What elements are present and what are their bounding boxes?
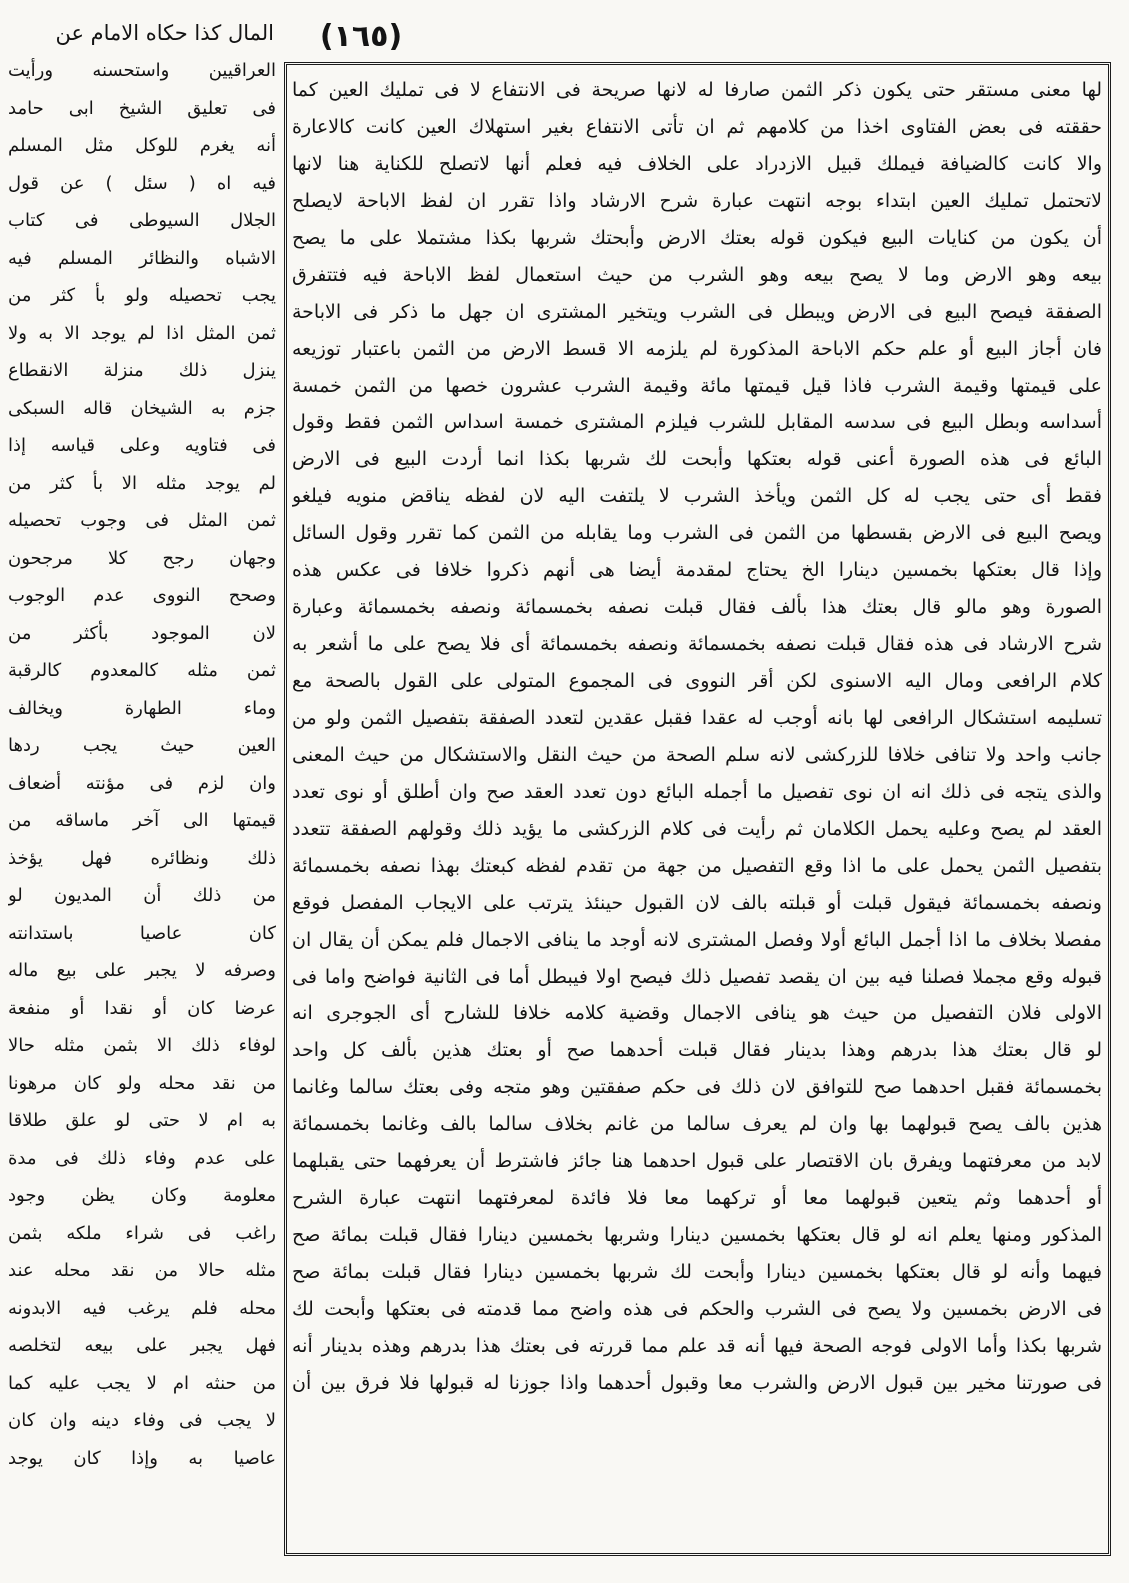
main-text-line: مفصلا بخلاف ما اذا أجمل البائع أولا وفصل المشترى لانه أوجد ما ينافى الاجمال فلم يمكن أن يقال ان bbox=[292, 928, 1102, 951]
main-text-line: لو قال بعتك هذا بدرهم وهذا بدينار فقال قبلت أحدهما صح أو بعتك هذين بألف كل واحد bbox=[292, 1039, 1102, 1062]
main-text-line: فى صورتنا مخير بين قبول الارض والشرب معا وقبول أحدهما واذا جوزنا له قبولها فلا فرق بين أن bbox=[292, 1371, 1102, 1394]
gloss-line: وصرفه لا يجبر على بيع ماله bbox=[8, 960, 276, 981]
gloss-line: عرضا كان أو نقدا أو منفعة bbox=[8, 997, 276, 1019]
page-number: (١٦٥) bbox=[319, 19, 403, 54]
gloss-line: العراقيين واستحسنه ورأيت bbox=[8, 60, 276, 81]
gloss-line: من نقد محله ولو كان مرهونا bbox=[8, 1072, 276, 1094]
gloss-line: يجب تحصيله ولو بأ كثر من bbox=[8, 285, 276, 306]
gloss-line: فى تعليق الشيخ ابى حامد bbox=[8, 97, 276, 119]
gloss-line: قيمتها الى آخر ماساقه من bbox=[8, 810, 276, 831]
main-text-line: تسليمه استشكال الرافعى لها بانه أوجب له عقدا فقبل عقدين لتعدد الصفقة بتفصيل الثمن ولو من bbox=[292, 706, 1102, 729]
gloss-line: لان الموجود بأكثر من bbox=[8, 622, 276, 644]
gloss-line: من حنثه ام لا يجب عليه كما bbox=[8, 1372, 276, 1394]
gloss-line: وجهان رجح كلا مرجحون bbox=[8, 547, 276, 569]
main-text-line: العقد لم يصح وعليه يحمل الكلامان ثم رأيت فى كلام الزركشى ما يؤيد ذلك وقولهم الصفقة تتعدد bbox=[292, 817, 1102, 840]
gloss-line: ذلك ونظائره فهل يؤخذ bbox=[8, 847, 276, 869]
main-text-line: جانب واحد ولا تنافى خلافا للزركشى لانه سلم الصحة من حيث النقل والاستشكال من حيث المعنى bbox=[292, 743, 1102, 766]
gloss-line: لا يجب فى وفاء دينه وان كان bbox=[8, 1410, 276, 1431]
main-text-line: الصفقة فيصح البيع فى الارض ويبطل فى الشرب ويتخير المشترى ان جهل ما ذكر فى الاباحة bbox=[292, 300, 1102, 323]
gloss-line: من ذلك أن المديون لو bbox=[8, 885, 276, 906]
main-text-line: والا كانت كالضيافة فيملك قبيل الازدراد على الخلاف فيه فعلم أنها لاتصلح للكناية هنا لانها bbox=[292, 152, 1102, 175]
main-text-line: هذين بالف يصح قبولهما بها وان لم يعرف سالما من غانم بخلاف سالما بالف وغانما بخمسمائة bbox=[292, 1113, 1102, 1136]
main-text-line: قبوله وقع مجملا فصلنا فيه بين ان يقصد تفصيل ذلك فيصح اولا فيبطل أما فى الثانية فواضح واما فى bbox=[292, 965, 1102, 988]
main-text-line: بتفصيل الثمن يحمل على ما اذا وقع التفصيل من جهة من تقدم لفظه كبعتك بهذا نصفه بخمسمائة bbox=[292, 854, 1102, 877]
gloss-line: وان لزم فى مؤنته أضعاف bbox=[8, 772, 276, 794]
main-text-line: كلام الرافعى ومال اليه الاسنوى لكن أقر النووى فى المجموع المتولى على القول بالصحة مع bbox=[292, 670, 1102, 692]
main-text-line: الصورة وهو مالو قال بعتك هذا بألف فقال قبلت نصفه بخمسمائة ونصفه بخمسمائة وعبارة bbox=[292, 596, 1102, 619]
gloss-line: فهل يجبر على بيعه لتخلصه bbox=[8, 1335, 276, 1356]
gloss-line: وصحح النووى عدم الوجوب bbox=[8, 585, 276, 606]
main-text-line: فقط أى حتى يجب له كل الثمن ويأخذ الشرب لا يلتفت اليه لان لفظه يناقض منويه فيلغو bbox=[292, 485, 1102, 508]
main-text-line: والذى يتجه فى ذلك انه ان نوى تفصيل ما أجمله البائع دون تعدد العقد صح وان أطلق أو نوى تعدد bbox=[292, 780, 1102, 803]
main-text-line: ونصفه بخمسمائة فيقول قبلت أو قبلته بالف لان القبول حينئذ يترتب على الايجاب المفصل فوقع bbox=[292, 891, 1102, 914]
gloss-line: أنه يغرم للوكل مثل المسلم bbox=[8, 135, 276, 156]
gloss-line: به ام لا حتى لو علق طلاقا bbox=[8, 1110, 276, 1131]
main-text-line: على قيمتها وقيمة الشرب فاذا قيل قيمتها مائة وقيمة الشرب عشرون خصها من الثمن خمسة bbox=[292, 374, 1102, 397]
gloss-line: ثمن المثل اذا لم يوجد الا به ولا bbox=[8, 322, 276, 344]
main-text-block bbox=[292, 72, 1102, 1550]
gloss-line: ثمن مثله كالمعدوم كالرقبة bbox=[8, 660, 276, 681]
main-text-line: الاولى فلان التفصيل من حيث هو ينافى الاجمال وقضية كلامه خلافا للشارح أى الجوجرى انه bbox=[292, 1002, 1102, 1025]
gloss-line: لوفاء ذلك الا بثمن مثله حالا bbox=[8, 1035, 276, 1056]
main-text-line: حققته فى بعض الفتاوى اخذا من كلامهم ثم ان تأتى الانتفاع بغير استهلاك العين كانت كالاعارة bbox=[292, 115, 1102, 138]
main-text-line: فان أجاز البيع أو علم حكم الاباحة المذكورة لم يلزمه الا قسط الارض من الثمن باعتبار توزيعه bbox=[292, 337, 1102, 360]
gloss-line: معلومة وكان يظن وجود bbox=[8, 1185, 276, 1206]
gloss-line: الجلال السيوطى فى كتاب bbox=[8, 210, 276, 231]
main-text-line: أو أحدهما وثم يتعين قبولهما معا أو تركهما معا فلا فائدة لمعرفتهما انتهت عبارة الشرح bbox=[292, 1187, 1102, 1210]
main-text-line: أسداسه وبطل البيع فى سدسه المقابل للشرب فيلزم المشترى خمسة اسداس الثمن فقط وقول bbox=[292, 411, 1102, 434]
gloss-line: فى فتاويه وعلى قياسه إذا bbox=[8, 435, 276, 456]
main-text-line: ويصح البيع فى الارض بقسطها من الثمن فى الشرب وما يقابله من الثمن كما تقرر وقول السائل bbox=[292, 522, 1102, 545]
main-text-line: أن يكون من كنايات البيع فيكون قوله بعتك الارض وأبحتك شربها بكذا مشتملا على ما يصح bbox=[292, 226, 1102, 249]
gloss-line: على عدم وفاء ذلك فى مدة bbox=[8, 1147, 276, 1169]
gloss-line: الاشباه والنظائر المسلم فيه bbox=[8, 247, 276, 269]
marginal-gloss-heading: المال كذا حكاه الامام عن bbox=[55, 21, 274, 45]
main-text-line: فى الارض بخمسين ولا يصح فى الشرب والحكم فى هذه واضح مما قدمته فى بعتكها وأبحت لك bbox=[292, 1297, 1102, 1320]
main-text-line: لابد من معرفتهما ويفرق بان الاقتصار على قبول احدهما هنا جائز فاشترط أن يعرفهما حتى يقبلهما bbox=[292, 1150, 1102, 1173]
main-text-line: شرح الارشاد فى هذه فقال قبلت نصفه بخمسمائة ونصفه بخمسمائة أى فلا يصح على ما أشعر به bbox=[292, 633, 1102, 656]
main-text-line: لها معنى مستقر حتى يكون ذكر الثمن صارفا له لانها صريحة فى الانتفاع لا فى تمليك العين كما bbox=[292, 79, 1102, 101]
main-text-line: وإذا قال بعتكها بخمسين دينارا الخ يحتاج لمقدمة أيضا هى أنهم ذكروا خلافا فى عكس هذه bbox=[292, 559, 1102, 582]
gloss-line: لم يوجد مثله الا بأ كثر من bbox=[8, 472, 276, 494]
gloss-line: وماء الطهارة ويخالف bbox=[8, 697, 276, 719]
main-text-line: بخمسمائة فقبل احدهما صح للتوافق لان ذلك فى حكم صفقتين وهو متجه وفى بعتك سالما وغانما bbox=[292, 1076, 1102, 1099]
main-text-line: البائع فى هذه الصورة أعنى قوله بعتكها وأبحت لك شربها بكذا انما أردت البيع فى الارض bbox=[292, 448, 1102, 471]
gloss-line: فيه اه ( سئل ) عن قول bbox=[8, 172, 276, 194]
main-text-line: لاتحتمل تمليك العين ابتداء بوجه انتهت عبارة شرح الارشاد واذا تقرر ان لفظ الاباحة لايصلح bbox=[292, 189, 1102, 212]
marginal-gloss-column bbox=[8, 52, 276, 1552]
gloss-line: العين حيث يجب ردها bbox=[8, 735, 276, 756]
gloss-line: جزم به الشيخان قاله السبكى bbox=[8, 397, 276, 419]
gloss-line: مثله حالا من نقد محله عند bbox=[8, 1260, 276, 1281]
gloss-line: راغب فى شراء ملكه بثمن bbox=[8, 1222, 276, 1244]
main-text-line: فيهما وأنه لو قال بعتكها بخمسين دينارا وأبحت لك شربها بخمسين دينارا فقال قبلت بمائة صح bbox=[292, 1261, 1102, 1283]
main-text-line: شربها بكذا وأما الاولى فوجه الصحة فيها أنه قد علم مما قررته فى بعتك هذا بدرهم وهذه بدينار أنه bbox=[292, 1334, 1102, 1357]
gloss-line: ثمن المثل فى وجوب تحصيله bbox=[8, 510, 276, 531]
gloss-line: عاصيا به وإذا كان يوجد bbox=[8, 1447, 276, 1469]
main-text-line: بيعه وهو الارض وما لا يصح بيعه وهو الشرب من حيث استعمال لفظ الاباحة فيه فتتفرق bbox=[292, 263, 1102, 286]
gloss-line: ينزل ذلك منزلة الانقطاع bbox=[8, 360, 276, 381]
gloss-line: كان عاصيا باستدانته bbox=[8, 922, 276, 944]
main-text-line: المذكور ومنها يعلم انه لو قال بعتكها بخمسين دينارا وشربها بخمسين دينارا فقال قبلت بمائة صح bbox=[292, 1224, 1102, 1247]
gloss-line: محله فلم يرغب فيه الابدونه bbox=[8, 1297, 276, 1319]
